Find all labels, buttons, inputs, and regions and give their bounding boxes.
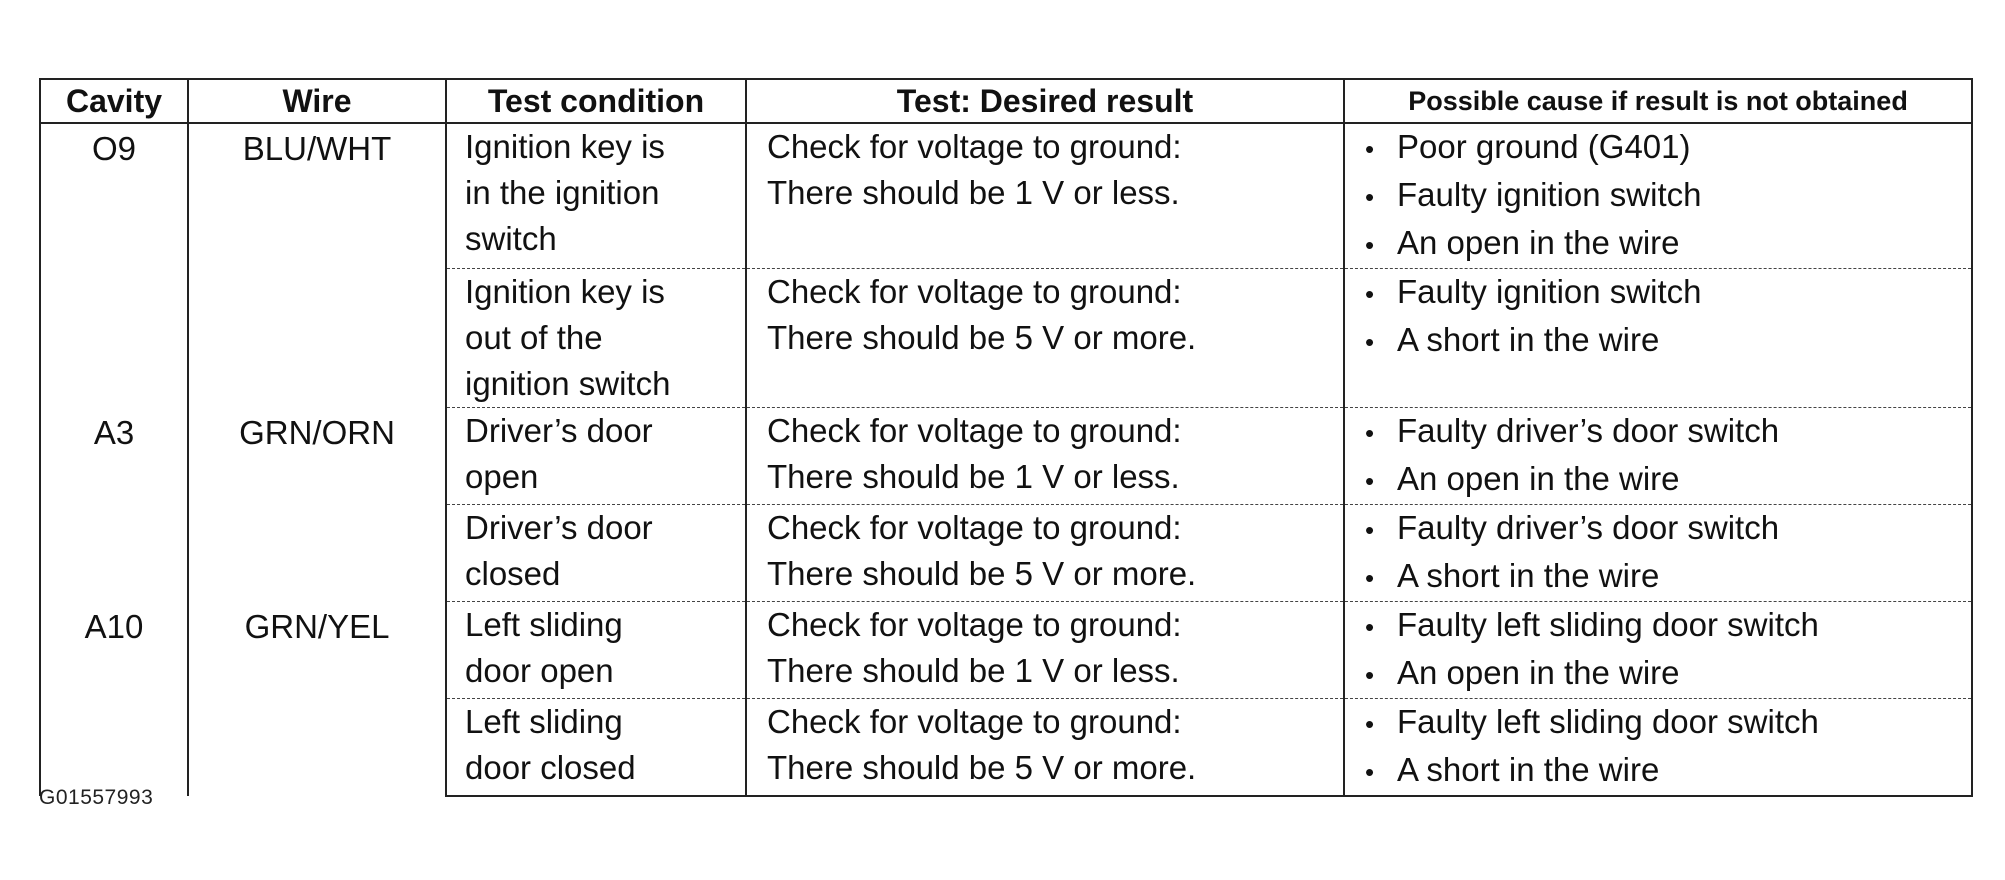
possible-cause-cell: [1344, 269, 1972, 408]
test-condition-line: open: [465, 458, 539, 495]
possible-cause-text: Faulty driver’s door switch: [1397, 412, 1780, 449]
bullet-icon: •: [1365, 612, 1375, 642]
possible-cause-text: Faulty left sliding door switch: [1397, 606, 1819, 643]
test-condition-line: door closed: [465, 749, 636, 786]
header-test-condition: Test condition: [446, 79, 746, 123]
possible-cause-item: [1365, 650, 1971, 698]
possible-cause-item: [1365, 456, 1971, 504]
possible-cause-item: [1365, 505, 1971, 553]
desired-result-line: Check for voltage to ground:: [767, 509, 1182, 546]
bullet-icon: •: [1365, 515, 1375, 545]
possible-cause-item: [1365, 220, 1971, 268]
header-wire: Wire: [188, 79, 446, 123]
possible-cause-item: [1365, 553, 1971, 601]
header-possible-cause: Possible cause if result is not obtained: [1344, 79, 1972, 123]
diagnostic-table: [39, 78, 1973, 797]
test-condition-line: Ignition key is: [465, 273, 665, 310]
bullet-icon: •: [1365, 466, 1375, 496]
possible-cause-item: [1365, 408, 1971, 456]
test-condition-cell: [446, 269, 746, 408]
desired-result-line: There should be 5 V or more.: [767, 555, 1197, 592]
table-row: [40, 123, 1972, 269]
test-condition-line: Left sliding: [465, 703, 623, 740]
wire-cell: GRN/YEL: [188, 602, 446, 797]
bullet-icon: •: [1365, 418, 1375, 448]
diagnostic-table-container: [39, 78, 1971, 797]
test-condition-cell: [446, 505, 746, 602]
desired-result-cell: [746, 699, 1344, 797]
possible-cause-text: A short in the wire: [1397, 321, 1660, 358]
possible-cause-text: Faulty ignition switch: [1397, 273, 1702, 310]
test-condition-line: Left sliding: [465, 606, 623, 643]
possible-cause-item: [1365, 747, 1971, 795]
test-condition-line: in the ignition: [465, 174, 660, 211]
bullet-icon: •: [1365, 757, 1375, 787]
header-cavity: Cavity: [40, 79, 188, 123]
possible-cause-cell: [1344, 408, 1972, 505]
bullet-icon: •: [1365, 563, 1375, 593]
possible-cause-item: [1365, 317, 1971, 365]
desired-result-line: There should be 5 V or more.: [767, 749, 1197, 786]
header-row: [40, 79, 1972, 123]
possible-cause-text: Faulty driver’s door switch: [1397, 509, 1780, 546]
test-condition-line: Ignition key is: [465, 128, 665, 165]
desired-result-line: Check for voltage to ground:: [767, 412, 1182, 449]
desired-result-cell: [746, 269, 1344, 408]
desired-result-cell: [746, 123, 1344, 269]
possible-cause-cell: [1344, 699, 1972, 797]
desired-result-cell: [746, 505, 1344, 602]
bullet-icon: •: [1365, 182, 1375, 212]
wire-cell: GRN/ORN: [188, 408, 446, 602]
wire-cell: BLU/WHT: [188, 123, 446, 408]
possible-cause-item: [1365, 269, 1971, 317]
possible-cause-text: Faulty left sliding door switch: [1397, 703, 1819, 740]
possible-cause-text: Poor ground (G401): [1397, 128, 1691, 165]
test-condition-cell: [446, 699, 746, 797]
cavity-cell: A10: [40, 602, 188, 797]
possible-cause-item: [1365, 124, 1971, 172]
test-condition-line: closed: [465, 555, 561, 592]
possible-cause-item: [1365, 602, 1971, 650]
test-condition-cell: [446, 123, 746, 269]
desired-result-line: Check for voltage to ground:: [767, 273, 1182, 310]
possible-cause-text: An open in the wire: [1397, 460, 1680, 497]
test-condition-line: ignition switch: [465, 365, 671, 402]
test-condition-line: Driver’s door: [465, 412, 653, 449]
possible-cause-text: An open in the wire: [1397, 224, 1680, 261]
table-header: [40, 79, 1972, 123]
desired-result-line: There should be 1 V or less.: [767, 458, 1180, 495]
desired-result-line: There should be 1 V or less.: [767, 652, 1180, 689]
cavity-cell: O9: [40, 123, 188, 408]
bullet-icon: •: [1365, 660, 1375, 690]
desired-result-line: Check for voltage to ground:: [767, 128, 1182, 165]
bullet-icon: •: [1365, 279, 1375, 309]
bullet-icon: •: [1365, 134, 1375, 164]
table-row: [40, 602, 1972, 699]
test-condition-line: switch: [465, 220, 557, 257]
header-desired-result: Test: Desired result: [746, 79, 1344, 123]
desired-result-line: Check for voltage to ground:: [767, 606, 1182, 643]
bullet-icon: •: [1365, 327, 1375, 357]
test-condition-cell: [446, 602, 746, 699]
desired-result-line: There should be 5 V or more.: [767, 319, 1197, 356]
possible-cause-item: [1365, 172, 1971, 220]
possible-cause-cell: [1344, 602, 1972, 699]
desired-result-cell: [746, 408, 1344, 505]
possible-cause-item: [1365, 699, 1971, 747]
figure-id: G01557993: [39, 786, 154, 809]
cavity-cell: A3: [40, 408, 188, 602]
possible-cause-text: Faulty ignition switch: [1397, 176, 1702, 213]
possible-cause-text: A short in the wire: [1397, 557, 1660, 594]
desired-result-cell: [746, 602, 1344, 699]
test-condition-line: Driver’s door: [465, 509, 653, 546]
possible-cause-text: A short in the wire: [1397, 751, 1660, 788]
test-condition-line: door open: [465, 652, 614, 689]
table-row: [40, 408, 1972, 505]
desired-result-line: Check for voltage to ground:: [767, 703, 1182, 740]
possible-cause-text: An open in the wire: [1397, 654, 1680, 691]
possible-cause-cell: [1344, 123, 1972, 269]
possible-cause-cell: [1344, 505, 1972, 602]
bullet-icon: •: [1365, 709, 1375, 739]
test-condition-cell: [446, 408, 746, 505]
test-condition-line: out of the: [465, 319, 603, 356]
table-body: [40, 123, 1972, 796]
desired-result-line: There should be 1 V or less.: [767, 174, 1180, 211]
bullet-icon: •: [1365, 230, 1375, 260]
